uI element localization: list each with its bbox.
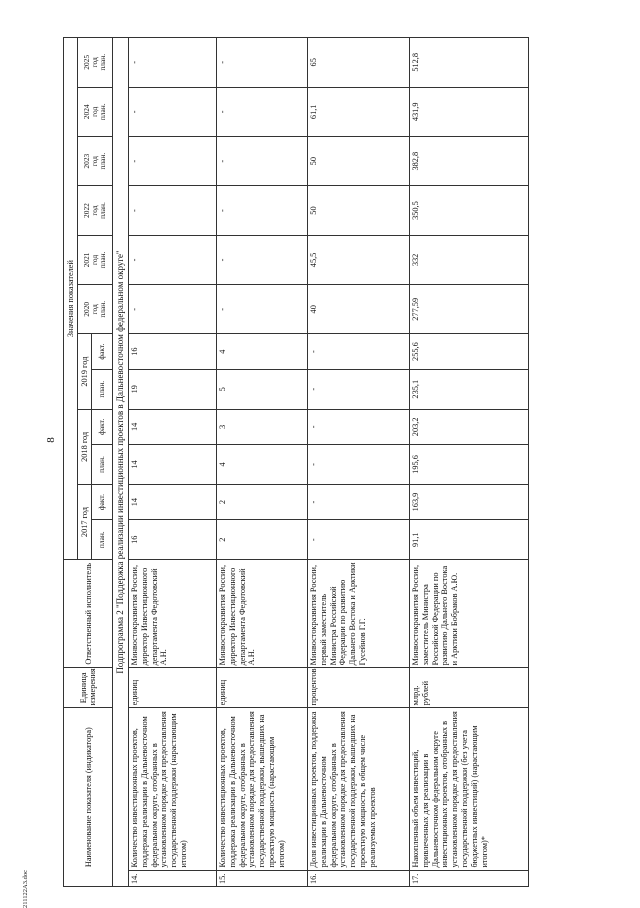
value-cell: -: [129, 38, 217, 88]
header-year-2018: 2018 год: [78, 409, 92, 484]
table-row: [129, 38, 217, 887]
value-cell: -: [308, 444, 410, 484]
header-year-2020: 2020 год план.: [78, 285, 113, 334]
value-cell: -: [129, 136, 217, 185]
value-cell: -: [308, 409, 410, 444]
header-unit: Единица измерения: [64, 668, 113, 708]
value-cell: 19: [129, 369, 217, 409]
indicator-name: Количество инвестиционных проектов, поддержка реализации в Дальневосточном федеральном округе, отобранных в установленном порядке для предоставления государственной поддержки (нарастающим итогом): [129, 708, 217, 870]
value-cell: 61,1: [308, 87, 410, 136]
value-cell: 45,5: [308, 235, 410, 284]
document-id: 211122A3.doc: [22, 870, 29, 908]
value-cell: 350,5: [410, 186, 529, 235]
header-year-2022: 2022 год план.: [78, 186, 113, 235]
header-year-2024: 2024 год план.: [78, 87, 113, 136]
value-cell: 163,9: [410, 484, 529, 519]
table-row: [308, 38, 410, 887]
responsible-cell: Минвостокразвития России, директор Инвестиционного департамента Федотовский А.Н.: [129, 560, 217, 668]
value-cell: 50: [308, 186, 410, 235]
value-cell: -: [308, 484, 410, 519]
value-cell: -: [217, 285, 308, 334]
value-cell: 332: [410, 235, 529, 284]
row-number: 17.: [410, 870, 529, 886]
unit-cell: единиц: [129, 668, 217, 708]
subprogram-row: [113, 38, 129, 887]
page-number: 8: [44, 437, 57, 443]
value-cell: 277,59: [410, 285, 529, 334]
header-responsible: Ответственный исполнитель: [64, 560, 113, 668]
unit-cell: процентов: [308, 668, 410, 708]
value-cell: 5: [217, 369, 308, 409]
unit-cell: млрд. рублей: [410, 668, 529, 708]
value-cell: 4: [217, 444, 308, 484]
responsible-cell: Минвостокразвития России, заместитель Министра Российской Федерации по развитию Дальнего Востока и Арктики Бобраков А.Ю.: [410, 560, 529, 668]
value-cell: 235,1: [410, 369, 529, 409]
value-cell: 14: [129, 444, 217, 484]
value-cell: 431,9: [410, 87, 529, 136]
value-cell: 4: [217, 334, 308, 369]
responsible-cell: Минвостокразвития России, директор Инвестиционного департамента Федотовский А.Н.: [217, 560, 308, 668]
value-cell: 65: [308, 38, 410, 88]
value-cell: 16: [129, 334, 217, 369]
row-number: 16.: [308, 870, 410, 886]
value-cell: 255,6: [410, 334, 529, 369]
header-fact: факт.: [92, 409, 113, 444]
value-cell: 91,1: [410, 520, 529, 560]
header-year-2019: 2019 год: [78, 334, 92, 409]
header-year-2025: 2025 год план.: [78, 38, 113, 88]
table-row: [410, 38, 529, 887]
header-fact: факт.: [92, 484, 113, 519]
value-cell: 512,8: [410, 38, 529, 88]
header-values: Значения показателей: [64, 38, 78, 560]
header-year-2023: 2023 год план.: [78, 136, 113, 185]
header-row-1: [64, 38, 78, 887]
value-cell: 382,8: [410, 136, 529, 185]
subprogram-title: Подпрограмма 2 "Поддержка реализации инвестиционных проектов в Дальневосточном федеральном округе": [113, 38, 129, 887]
table-row: [217, 38, 308, 887]
value-cell: 2: [217, 484, 308, 519]
value-cell: 14: [129, 409, 217, 444]
value-cell: 50: [308, 136, 410, 185]
header-plan: план.: [92, 520, 113, 560]
responsible-cell: Минвостокразвития России, первый заместитель Министра Российской Федерации по развитию Дальнего Востока и Арктики Гусейнов Г.Г.: [308, 560, 410, 668]
value-cell: -: [129, 235, 217, 284]
header-plan: план.: [92, 444, 113, 484]
header-fact: факт.: [92, 334, 113, 369]
rotated-table-container: [63, 37, 573, 887]
value-cell: 14: [129, 484, 217, 519]
value-cell: -: [217, 38, 308, 88]
value-cell: 16: [129, 520, 217, 560]
header-year-2017: 2017 год: [78, 484, 92, 559]
value-cell: -: [308, 520, 410, 560]
value-cell: -: [217, 136, 308, 185]
row-number: 15.: [217, 870, 308, 886]
value-cell: 40: [308, 285, 410, 334]
indicator-name: Доля инвестиционных проектов, поддержка реализации в Дальневосточном федеральном округе, отобранных в установленном порядке для предоставления государственной поддержки, вышедших на проектную мощность, в общем числе реализуемых проектов: [308, 708, 410, 870]
value-cell: 195,6: [410, 444, 529, 484]
indicators-table: [63, 37, 529, 887]
value-cell: 203,2: [410, 409, 529, 444]
value-cell: 2: [217, 520, 308, 560]
row-number: 14.: [129, 870, 217, 886]
indicator-name: Количество инвестиционных проектов, поддержка реализации в Дальневосточном федеральном округе, отобранных в установленном порядке для предоставления государственной поддержки, вышедших на проектную мощность (нарастающим итогом): [217, 708, 308, 870]
value-cell: -: [217, 235, 308, 284]
header-plan: план.: [92, 369, 113, 409]
value-cell: -: [308, 334, 410, 369]
value-cell: -: [217, 186, 308, 235]
value-cell: 3: [217, 409, 308, 444]
value-cell: -: [217, 87, 308, 136]
value-cell: -: [129, 186, 217, 235]
unit-cell: единиц: [217, 668, 308, 708]
header-year-2021: 2021 год план.: [78, 235, 113, 284]
value-cell: -: [308, 369, 410, 409]
value-cell: -: [129, 87, 217, 136]
value-cell: -: [129, 285, 217, 334]
header-name: Наименование показателя (индикатора): [64, 708, 113, 887]
indicator-name: Накопленный объем инвестиций, привлеченных для реализации в Дальневосточном федеральном округе инвестиционных проектов, отобранных в установленном порядке для предоставления государственной поддержки (без учета бюджетных инвестиций) (нарастающим итогом)*: [410, 708, 529, 870]
